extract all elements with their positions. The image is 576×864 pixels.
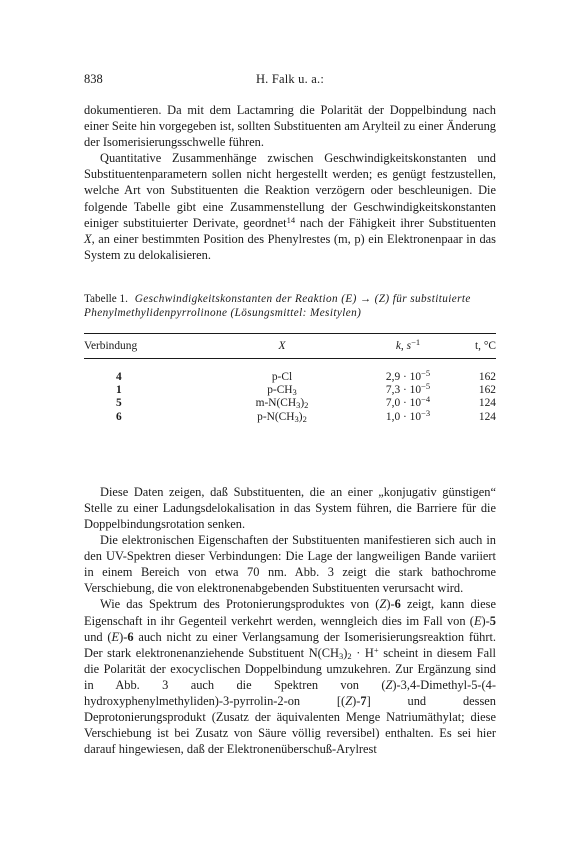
table-caption [84,292,496,321]
compound-number: 1 [116,384,122,397]
header-compound: Verbindung [84,333,216,358]
substituent-cell: $p-N(CH_3)_2$ [257,410,307,424]
rate-constant-cell: $2,9 \cdot 10^{-5}$ [385,367,431,383]
substituent-cell: $p-CH_3$ [267,384,297,398]
compound-number: 4 [116,370,122,383]
table-row [84,358,496,384]
journal-page [84,72,496,757]
table-row [84,411,496,426]
table-header-row [84,333,496,358]
substituent-cell: p-Cl [271,370,293,383]
header-substituent: X [216,333,348,358]
temperature-cell: 124 [478,410,496,423]
paragraph-continued: dokumentieren. Da mit dem Lactamring die Polarität der Doppelbindung nach einer Seite hin vorgegeben ist, sollten Substituenten am Arylteil zu einer Änderung der Isomerisierungsschwelle führen. [84,103,496,150]
substituent-cell: $m-N(CH_3)_2$ [255,397,309,411]
table-label: Tabelle 1. [84,292,128,305]
paragraph-protonation: Wie das Spektrum des Protonierungsproduktes von (Z)-6 zeigt, kann diese Eigenschaft in ihr Gegenteil verkehrt werden, wenngleich dies im Fall von (E)-5 und (E)-6 auch nicht zu einer Verlangsamung der Isomerisierungsreaktion führt. Der stark elektronenanziehende Substituent $N(CH_3)_2 \cdot H^+$ scheint in diesem Fall die Polarität der exocyclischen Doppelbindung umzukehren. Zur Ergänzung sind in Abb. 3 auch die Spektren von (Z)-3,4-Dimethyl-5-(4-hydroxyphenylmethyliden)-3-pyrrolin-2-on [(Z)-7] und dessen Deprotonierungsprodukt (Zusatz der äquivalenten Menge Natriumäthylat; diese Verschiebung ist bei Zusatz von Säure völlig reversibel) enthalten. Es sei hier darauf hingewiesen, daß der Elektronenüberschuß-Arylrest [84,597,496,757]
temperature-cell: 162 [478,384,496,397]
paragraph-table-intro: Quantitative Zusammenhänge zwischen Geschwindigkeitskonstanten und Substituentenparametern sollen nicht hergestellt werden; es genügt festzustellen, welche Art von Substituenten die Reaktion verzögern oder beschleunigen. Die folgende Tabelle gibt eine Zusammenstellung der Geschwindigkeitskonstanten einiger substituierter Derivate, geordnet$^{14}$ nach der Fähigkeit ihrer Substituenten X, an einer bestimmten Position des Phenylrestes (m, p) ein Elektronenpaar in das System zu delokalisieren. [84,151,496,262]
compound-number: 6 [116,410,122,423]
page-number: 838 [84,72,103,86]
compound-number: 5 [116,397,122,410]
table-title: Geschwindigkeitskonstanten der Reaktion (E) → (Z) für substituierte Phenylmethylidenpyrrolinone (Lösungsmittel: Mesitylen) [84,292,471,320]
paragraph-uv-spectra: Die elektronischen Eigenschaften der Substituenten manifestieren sich auch in den UV-Spektren dieser Verbindungen: Die Lage der langweiligen Bande variiert in einem Bereich von etwa 70 nm. Abb. 3 zeigt die stark bathochrome Verschiebung, die von elektronenabgebenden Substituenten verursacht wird. [84,533,496,596]
running-header [84,72,496,88]
table-row [84,397,496,410]
rate-constants-table [84,333,496,426]
rate-constant-cell: $1,0 \cdot 10^{-3}$ [385,407,431,423]
header-rate-constant: k, $s^{-1}$ [348,333,468,358]
paragraph-conclusion: Diese Daten zeigen, daß Substituenten, die an einer „konjugativ günstigen“ Stelle zu einer Ladungsdelokalisation in das System führen, die Barriere für die Doppelbindungsrotation senken. [84,484,496,531]
temperature-cell: 162 [478,370,496,383]
table-row [84,384,496,397]
running-title: H. Falk u. a.: [255,72,325,86]
temperature-cell: 124 [478,397,496,410]
rate-constant-cell: $7,3 \cdot 10^{-5}$ [385,381,431,397]
header-temperature: t, °C [468,333,496,358]
reference-14: 14 [286,214,296,225]
rate-constant-cell: $7,0 \cdot 10^{-4}$ [385,394,431,410]
